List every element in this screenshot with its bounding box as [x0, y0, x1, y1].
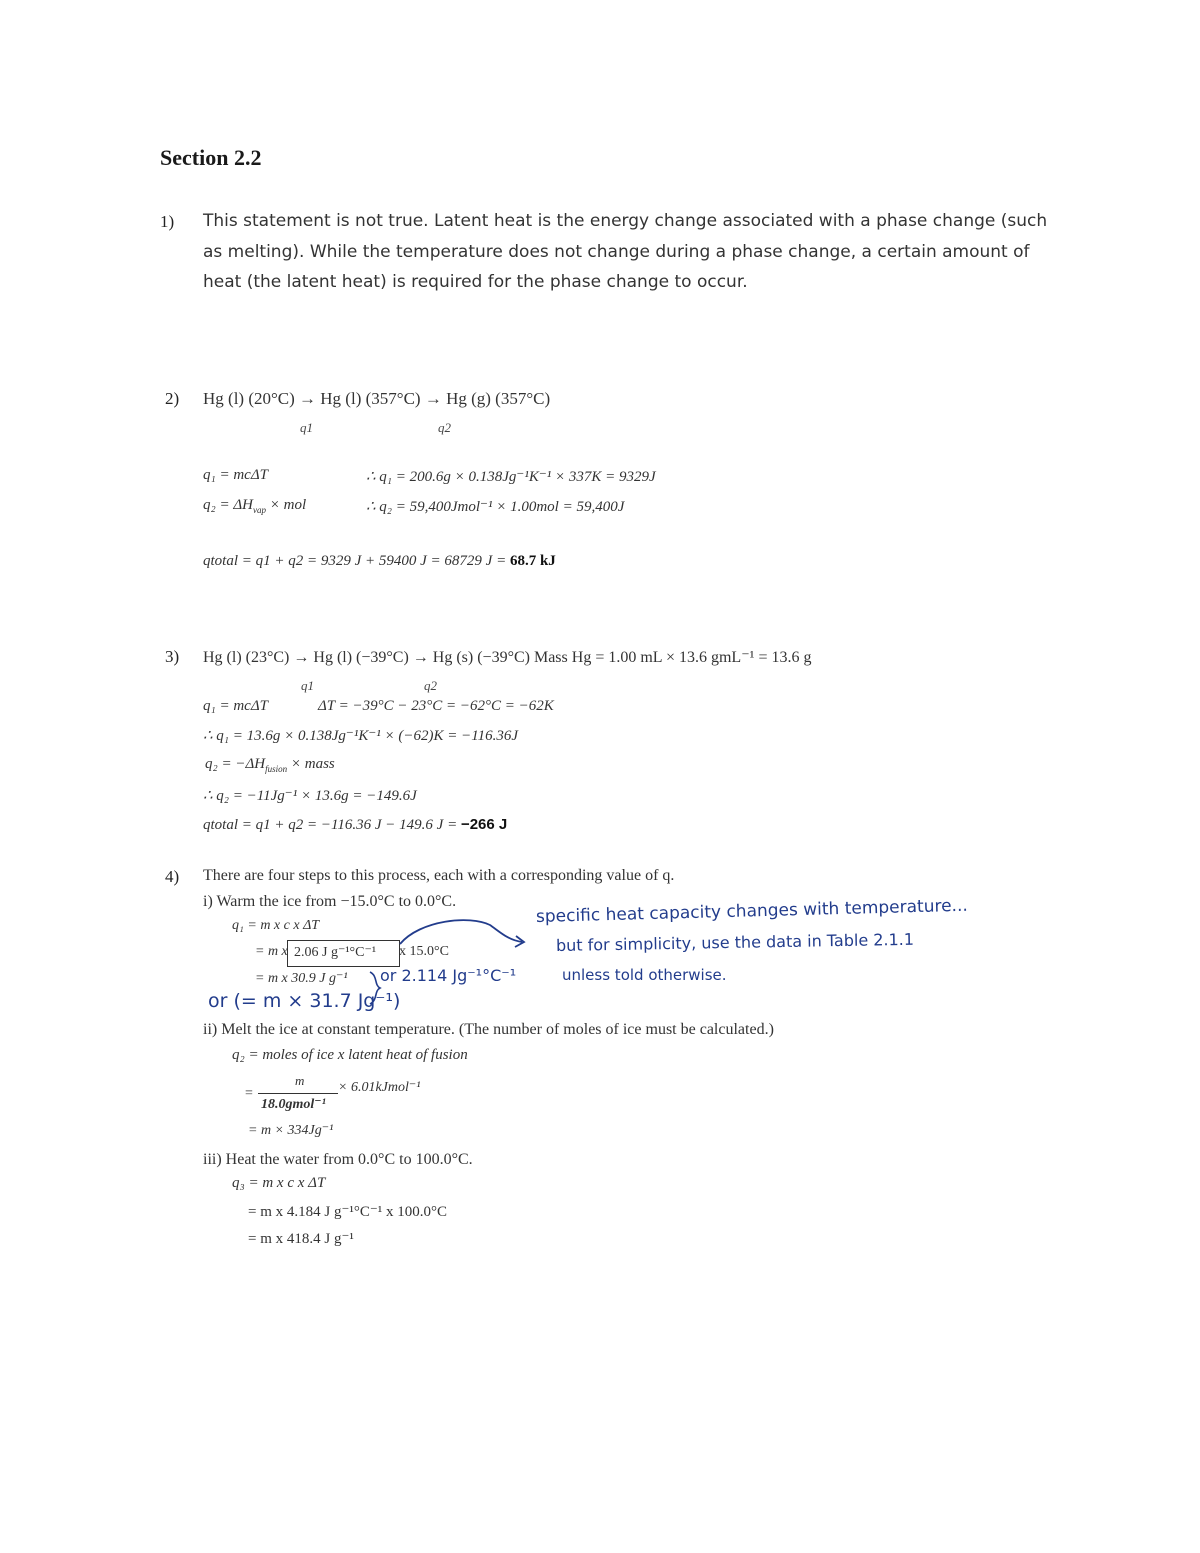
step-2-fraction-rest: × 6.01kJmol⁻¹ [338, 1080, 421, 1095]
q3-equation-4: ∴ q₂ = −11Jg⁻¹ × 13.6g = −149.6J [203, 788, 417, 804]
step-1-equation-2-start: = m x [255, 944, 288, 959]
q2-total-expression: qtotal = q1 + q2 = 9329 J + 59400 J = 68729 J = [203, 553, 510, 569]
step-1-equation-2-boxed: 2.06 J g⁻¹°C⁻¹ [294, 945, 377, 960]
q3-equation-3-end: × mass [290, 756, 335, 772]
q2-label: q2 [424, 678, 437, 693]
q3-equation-3-sub: fusion [265, 764, 288, 774]
question-3-process: Hg (l) (23°C) → Hg (l) (−39°C) → Hg (s) (−39°C) Mass Hg = 1.00 mL × 13.6 gmL⁻¹ = 13.6 g [203, 649, 812, 666]
step-2-equation-3: = m × 334Jg⁻¹ [248, 1123, 334, 1138]
section-title: Section 2.2 [160, 145, 262, 170]
q2-equation-1-right: ∴ q₁ = 200.6g × 0.138Jg⁻¹K⁻¹ × 337K = 9329J [366, 469, 656, 485]
step-2-equation-1: q₂ = moles of ice x latent heat of fusion [232, 1047, 468, 1063]
q2-total-result: 68.7 kJ [509, 553, 556, 569]
handwritten-alternate-value: or 2.114 Jg⁻¹°C⁻¹ [380, 966, 517, 985]
q3-total-result: −266 J [460, 816, 508, 833]
question-1-number: 1) [160, 212, 175, 231]
q1-label: q1 [301, 678, 314, 693]
step-3-equation-2: = m x 4.184 J g⁻¹°C⁻¹ x 100.0°C [248, 1204, 448, 1220]
handwritten-note-line-3: unless told otherwise. [562, 966, 727, 984]
q2-label: q2 [438, 420, 451, 435]
handwritten-note-line-1: specific heat capacity changes with temperature... [535, 895, 969, 927]
q2-equation-2-right: ∴ q₂ = 59,400Jmol⁻¹ × 1.00mol = 59,400J [366, 499, 625, 515]
q3-total-expression: qtotal = q1 + q2 = −116.36 J − 149.6 J = [203, 817, 461, 833]
step-3-title: iii) Heat the water from 0.0°C to 100.0°C. [203, 1151, 473, 1168]
q2-equation-1-left: q₁ = mcΔT [203, 467, 268, 483]
step-3-equation-3: = m x 418.4 J g⁻¹ [248, 1231, 354, 1247]
q3-equation-1: q₁ = mcΔT [203, 698, 268, 714]
q3-delta-t: ΔT = −39°C − 23°C = −62°C = −62K [318, 698, 554, 714]
q2-equation-2-term: q₂ = ΔH [203, 497, 253, 513]
q2-equation-2-sub: vap [252, 505, 266, 515]
q3-equation-3-term: q₂ = −ΔH [205, 756, 266, 772]
step-3-equation-1: q₃ = m x c x ΔT [232, 1175, 326, 1191]
answer-line: This statement is not true. Latent heat is the energy change associated with a phase change (such [203, 211, 1048, 231]
step-2-fraction-denominator: 18.0gmol⁻¹ [261, 1097, 326, 1112]
step-1-equation-2-end: x 15.0°C [399, 944, 449, 959]
handwritten-alternate-result: or (= m × 31.7 Jg⁻¹) [208, 990, 401, 1012]
equals-sign: = [245, 1086, 253, 1101]
arrow-curve [400, 920, 522, 944]
question-2-number: 2) [165, 389, 180, 408]
q2-equation-2-end: × mol [269, 497, 307, 513]
step-2-fraction-numerator: m [295, 1073, 305, 1088]
q3-equation-2: ∴ q₁ = 13.6g × 0.138Jg⁻¹K⁻¹ × (−62)K = −116.36J [203, 728, 519, 744]
step-1-equation-1: q₁ = m x c x ΔT [232, 918, 320, 933]
answer-line: heat (the latent heat) is required for the phase change to occur. [203, 272, 748, 292]
handwritten-note-line-2: but for simplicity, use the data in Table 2.1.1 [555, 929, 915, 955]
question-3-number: 3) [165, 647, 180, 666]
answer-line: as melting). While the temperature does not change during a phase change, a certain amount of [203, 241, 1030, 262]
step-1-equation-3: = m x 30.9 J g⁻¹ [255, 971, 348, 986]
step-2-title: ii) Melt the ice at constant temperature. (The number of moles of ice must be calculated.) [203, 1021, 774, 1038]
question-4-number: 4) [165, 867, 180, 886]
step-1-title: i) Warm the ice from −15.0°C to 0.0°C. [203, 893, 457, 910]
question-4-intro: There are four steps to this process, each with a corresponding value of q. [203, 867, 675, 884]
question-2-process: Hg (l) (20°C) → Hg (l) (357°C) → Hg (g) (357°C) [203, 389, 551, 408]
q1-label: q1 [300, 420, 313, 435]
